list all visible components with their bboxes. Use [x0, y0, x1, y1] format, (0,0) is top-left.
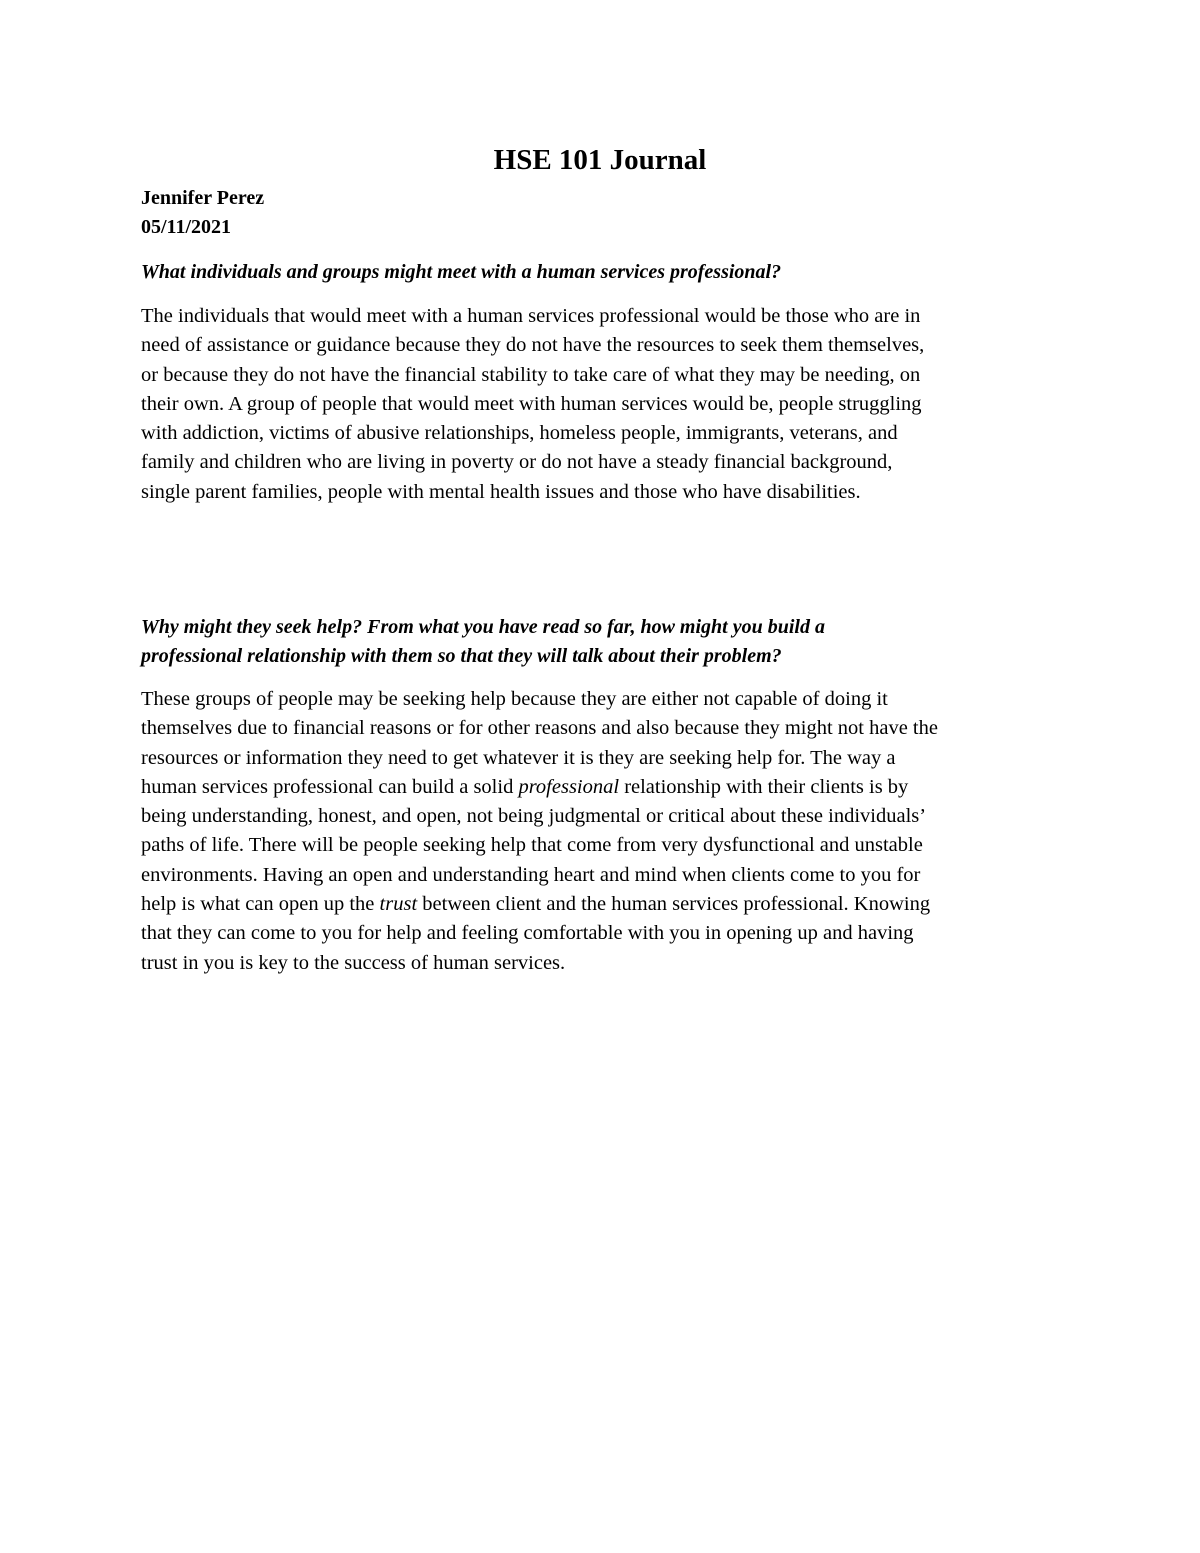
answer-2-line: themselves due to financial reasons or for other reasons and also because they might not have the	[141, 717, 938, 740]
answer-2	[141, 685, 1071, 978]
document-title: HSE 101 Journal	[493, 144, 707, 176]
answer-2-text: help is what can open up the	[141, 893, 380, 916]
answer-1-line: their own. A group of people that would meet with human services would be, people struggling	[141, 392, 922, 415]
author-name: Jennifer Perez	[141, 187, 265, 209]
answer-1-line: or because they do not have the financial stability to take care of what they may be needing, on	[141, 363, 921, 386]
answer-2-line: paths of life. There will be people seeking help that come from very dysfunctional and unstable	[141, 834, 923, 857]
answer-2-line: trust in you is key to the success of human services.	[141, 951, 566, 974]
answer-1-line: The individuals that would meet with a human services professional would be those who are in	[141, 305, 921, 327]
question-2-line: professional relationship with them so that they will talk about their problem?	[141, 645, 782, 667]
answer-2-line: resources or information they need to get whatever it is they are seeking help for. The way a	[141, 746, 896, 769]
emphasis-trust: trust	[379, 893, 418, 916]
emphasis-professional: professional	[518, 775, 620, 798]
answer-2-text: human services professional can build a solid	[141, 775, 519, 798]
answer-1	[141, 302, 1071, 507]
question-2-line: Why might they seek help? From what you have read so far, how might you build a	[141, 616, 825, 638]
question-2	[141, 613, 1071, 671]
answer-2-line: being understanding, honest, and open, not being judgmental or critical about these individuals’	[141, 805, 927, 828]
answer-2-text: relationship with their clients is by	[619, 775, 909, 798]
answer-2-text: between client and the human services professional. Knowing	[417, 893, 931, 916]
answer-1-line: need of assistance or guidance because they do not have the resources to seek them themselves,	[141, 334, 925, 357]
answer-2-line: that they can come to you for help and feeling comfortable with you in opening up and having	[141, 922, 914, 945]
answer-2-line: These groups of people may be seeking help because they are either not capable of doing it	[141, 688, 888, 710]
answer-2-line	[141, 773, 1071, 802]
answer-1-line: single parent families, people with mental health issues and those who have disabilities.	[141, 480, 861, 503]
answer-1-line: with addiction, victims of abusive relationships, homeless people, immigrants, veterans, and	[141, 422, 898, 445]
answer-2-line: environments. Having an open and understanding heart and mind when clients come to you for	[141, 863, 921, 886]
answer-2-line	[141, 890, 1071, 919]
question-1: What individuals and groups might meet with a human services professional?	[141, 261, 782, 283]
document-date: 05/11/2021	[141, 216, 232, 238]
answer-1-line: family and children who are living in poverty or do not have a steady financial background,	[141, 451, 893, 474]
